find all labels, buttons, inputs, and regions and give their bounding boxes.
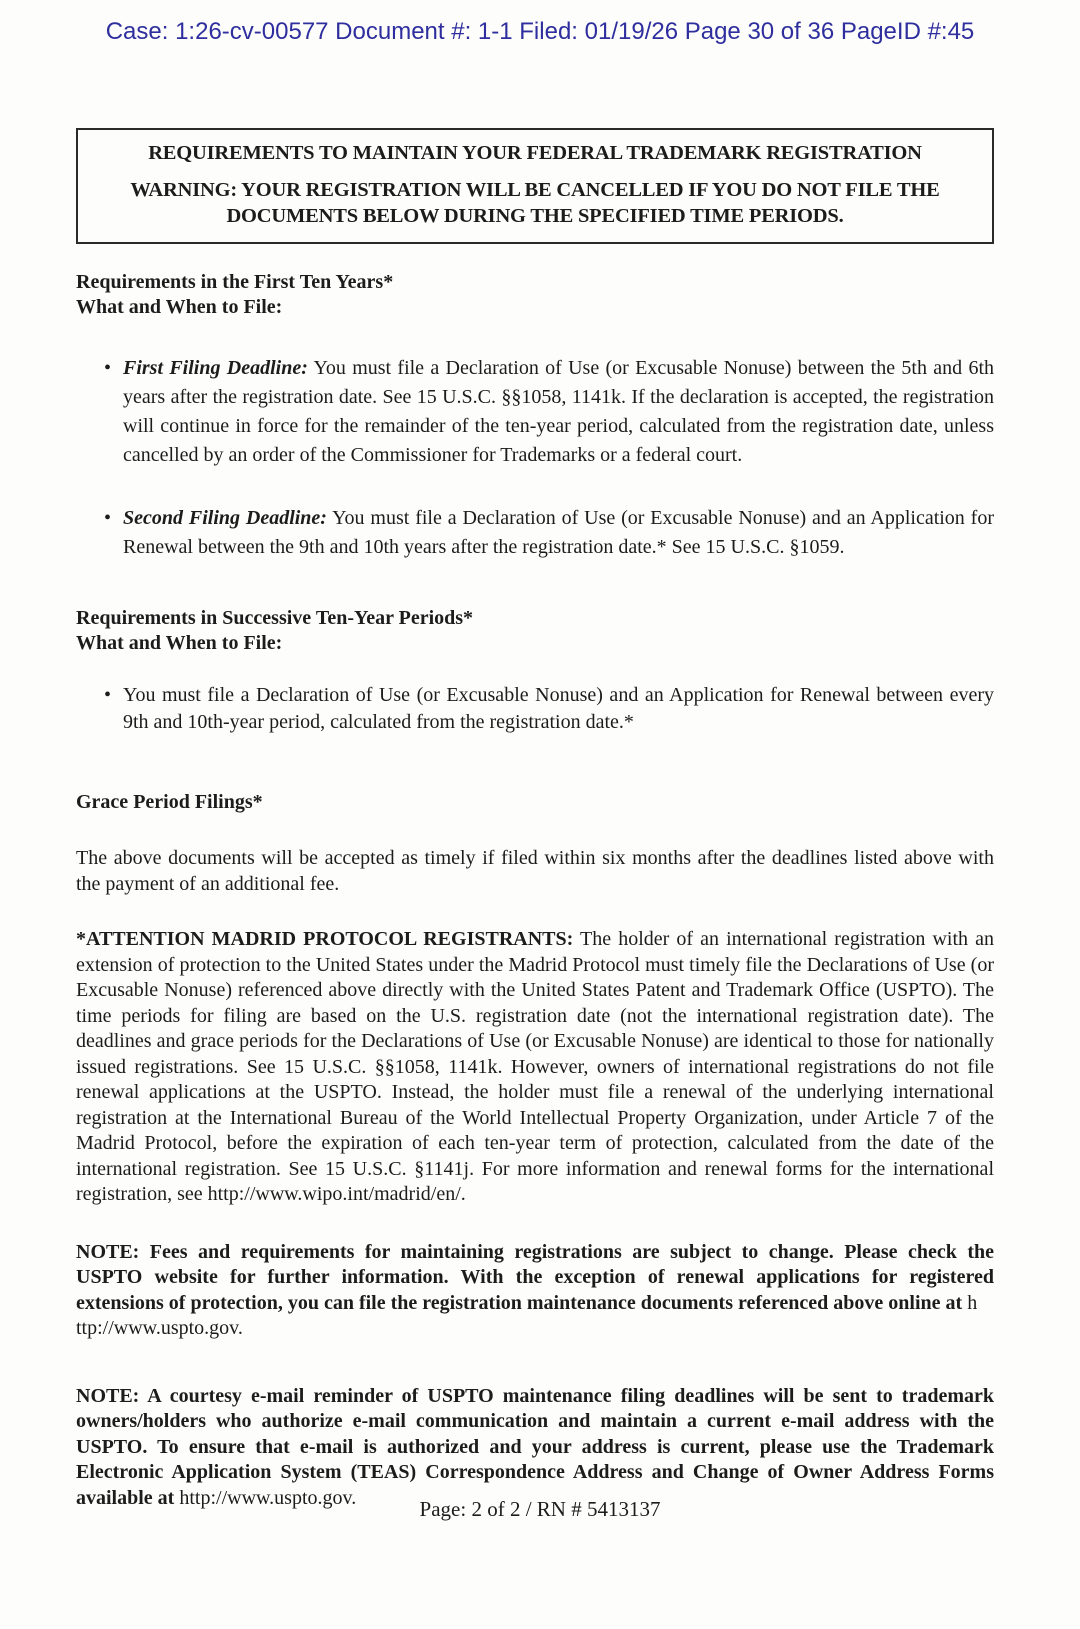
note-fees-paragraph: [76, 1240, 994, 1342]
page-number-footer: Page: 2 of 2 / RN # 5413137: [419, 1497, 661, 1521]
subheading-what-when-to-file-1: What and When to File:: [76, 296, 283, 318]
warning-box: [76, 128, 994, 244]
warning-box-text: WARNING: YOUR REGISTRATION WILL BE CANCELLED IF YOU DO NOT FILE THE DOCUMENTS BELOW DURING THE SPECIFIED TIME PERIODS.: [130, 179, 940, 227]
madrid-protocol-text: The holder of an international registration with an extension of protection to the United States under the Madrid Protocol must timely file the Declarations of Use (or Excusable Nonuse) referenced above directly with the United States Patent and Trademark Office (USPTO). The time periods for filing are based on the U.S. registration date (not the international registration date). The deadlines and grace periods for the Declarations of Use (or Excusable Nonuse) are identical to those for nationally issued registrations. See 15 U.S.C. §§1058, 1141k. However, owners of international registrations do not file renewal applications at the USPTO. Instead, the holder must file a renewal of the underlying international registration at the International Bureau of the World Intellectual Property Organization, under Article 7 of the Madrid Protocol, before the expiration of each ten-year term of protection, calculated from the date of the international registration. See 15 U.S.C. §1141j. For more information and renewal forms for the international registration, see http://www.wipo.int/madrid/en/.: [76, 928, 994, 1205]
heading-grace-period-filings: Grace Period Filings*: [76, 791, 263, 813]
bullet-dot-icon: •: [104, 357, 112, 379]
bullet-dot-icon: •: [104, 684, 112, 706]
warning-box-title: REQUIREMENTS TO MAINTAIN YOUR FEDERAL TRADEMARK REGISTRATION: [148, 142, 922, 164]
bullet-first-filing-deadline: [76, 354, 994, 470]
madrid-protocol-label: *ATTENTION MADRID PROTOCOL REGISTRANTS:: [76, 928, 574, 950]
bullet-dot-icon: •: [104, 507, 112, 529]
note-email-paragraph: [76, 1384, 994, 1512]
note-fees-bold-text: NOTE: Fees and requirements for maintaining registrations are subject to change. Please check the USPTO website for further information. With the exception of renewal applications for registered extensions of protection, you can file the registration maintenance documents referenced above online at: [76, 1240, 994, 1314]
note-email-bold-text: NOTE: A courtesy e-mail reminder of USPTO maintenance filing deadlines will be sent to trademark owners/holders who authorize e-mail communication and maintain a current e-mail address with the USPTO. To ensure that e-mail is authorized and your address is current, please use the Trademark Electronic Application System (TEAS) Correspondence Address and Change of Owner Address Forms available at: [76, 1384, 994, 1509]
note-email-url: http://www.uspto.gov.: [179, 1486, 357, 1509]
bullet-second-filing-deadline: [76, 504, 994, 562]
grace-period-paragraph: The above documents will be accepted as timely if filed within six months after the deadlines listed above with the payment of an additional fee.: [76, 847, 994, 895]
second-filing-deadline-text: You must file a Declaration of Use (or Excusable Nonuse) and an Application for Renewal between the 9th and 10th years after the registration date.* See 15 U.S.C. §1059.: [123, 507, 994, 558]
heading-successive-periods: Requirements in Successive Ten-Year Periods*: [76, 607, 474, 629]
subheading-what-when-to-file-2: What and When to File:: [76, 632, 283, 654]
first-filing-deadline-label: First Filing Deadline:: [123, 357, 308, 379]
note-fees-url: ttp://www.uspto.gov.: [76, 1317, 243, 1339]
court-case-header: Case: 1:26-cv-00577 Document #: 1-1 Filed: 01/19/26 Page 30 of 36 PageID #:45: [105, 18, 975, 45]
second-filing-deadline-label: Second Filing Deadline:: [123, 507, 327, 529]
bullet-successive-periods: [76, 682, 994, 736]
document-body: [0, 128, 1080, 1511]
note-fees-url-prefix: h: [967, 1291, 978, 1314]
first-filing-deadline-text: You must file a Declaration of Use (or Excusable Nonuse) between the 5th and 6th years after the registration date. See 15 U.S.C. §§1058, 1141k. If the declaration is accepted, the registration will continue in force for the remainder of the ten-year period, calculated from the registration date, unless cancelled by an order of the Commissioner for Trademarks or a federal court.: [123, 357, 995, 466]
madrid-protocol-paragraph: [76, 927, 994, 1208]
successive-periods-text: You must file a Declaration of Use (or Excusable Nonuse) and an Application for Renewal between every 9th and 10th-year period, calculated from the registration date.*: [123, 684, 994, 733]
heading-first-ten-years: Requirements in the First Ten Years*: [76, 271, 394, 293]
